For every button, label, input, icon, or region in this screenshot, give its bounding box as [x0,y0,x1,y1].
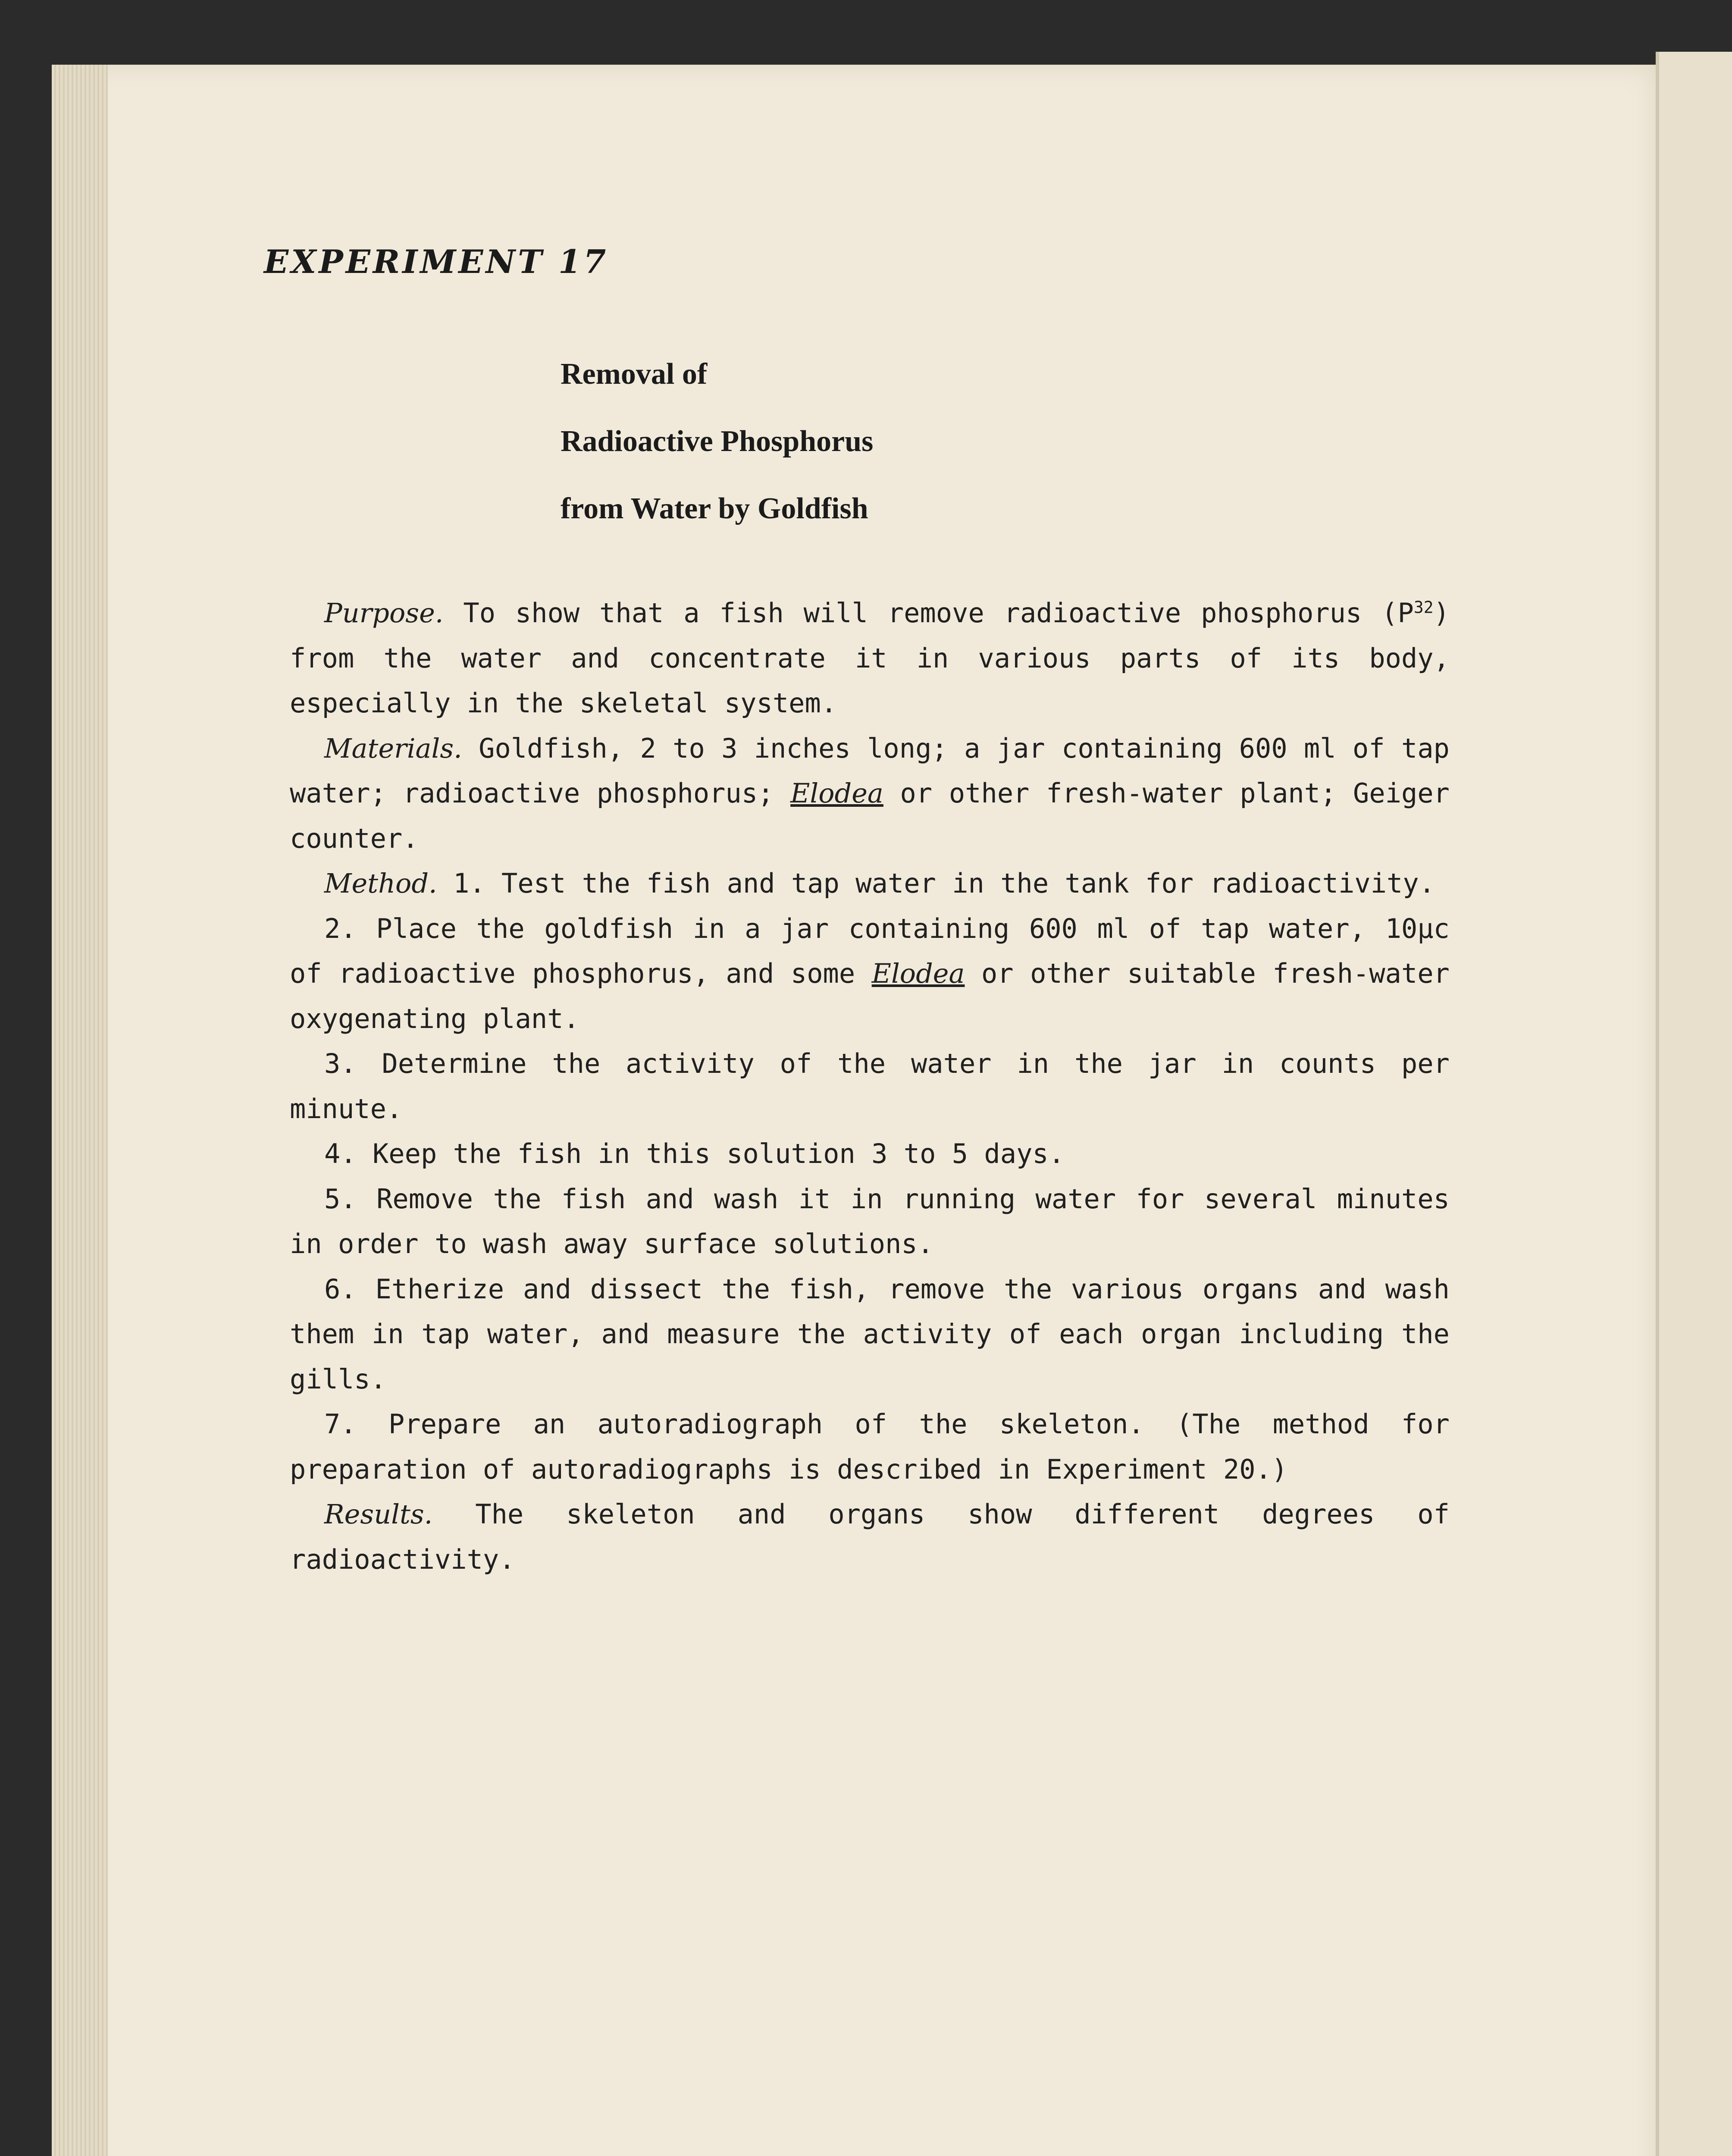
method-step-7: 7. Prepare an autoradiograph of the skeleton. (The method for preparation of autoradiographs is described in Experiment 20.) [290,1408,1450,1485]
materials-text-1: Goldfish, 2 to 3 inches long; a jar containing 600 ml of tap water; radioactive phosphorus; [290,732,1450,809]
method-step-1-text: 1. Test the fish and tap water in the tank for radioactivity. [437,868,1435,899]
materials-text-2: or other fresh-water plant; Geiger counter. [290,777,1450,854]
experiment-title [561,341,1164,542]
materials-paragraph [290,726,1450,862]
title-line-1: Removal of [561,357,708,391]
method-step-2 [290,906,1450,1042]
method-label: Method. [324,868,437,899]
page-stack-edge [52,65,108,2156]
purpose-label: Purpose. [324,597,444,629]
experiment-body [290,591,1450,1582]
results-text: The skeleton and organs show different degrees of radioactivity. [290,1498,1450,1575]
method-step-1 [290,861,1450,906]
method-step-4: 4. Keep the fish in this solution 3 to 5 days. [324,1138,1065,1169]
facing-page-edge [1656,52,1732,2156]
method-step-3: 3. Determine the activity of the water in the jar in counts per minute. [290,1048,1450,1125]
method-step-2-text-b: or other suitable fresh-water oxygenating plant. [290,958,1450,1034]
experiment-heading: EXPERIMENT 17 [264,243,609,281]
purpose-text-2: ) from the water and concentrate it in various parts of its body, especially in the skeletal system. [290,597,1450,719]
results-paragraph [290,1492,1450,1582]
materials-label: Materials. [324,732,462,764]
phosphorus-isotope-superscript: 32 [1413,598,1434,617]
purpose-text-1: To show that a fish will remove radioactive phosphorus (P [443,597,1414,629]
method-step-2-text-a: 2. Place the goldfish in a jar containing 600 ml of tap water, 10μc of radioactive phosphorus, and some [290,912,1450,989]
title-line-3: from Water by Goldfish [561,492,868,525]
title-line-2: Radioactive Phosphorus [561,425,874,458]
method-step-2-plant-name: Elodea [871,958,965,989]
materials-plant-name: Elodea [790,777,883,809]
results-label: Results. [324,1498,433,1530]
purpose-paragraph [290,591,1450,726]
method-step-6: 6. Etherize and dissect the fish, remove the various organs and wash them in tap water, and measure the activity of each organ including the gills. [290,1273,1450,1395]
method-step-5: 5. Remove the fish and wash it in running water for several minutes in order to wash away surface solutions. [290,1183,1450,1260]
